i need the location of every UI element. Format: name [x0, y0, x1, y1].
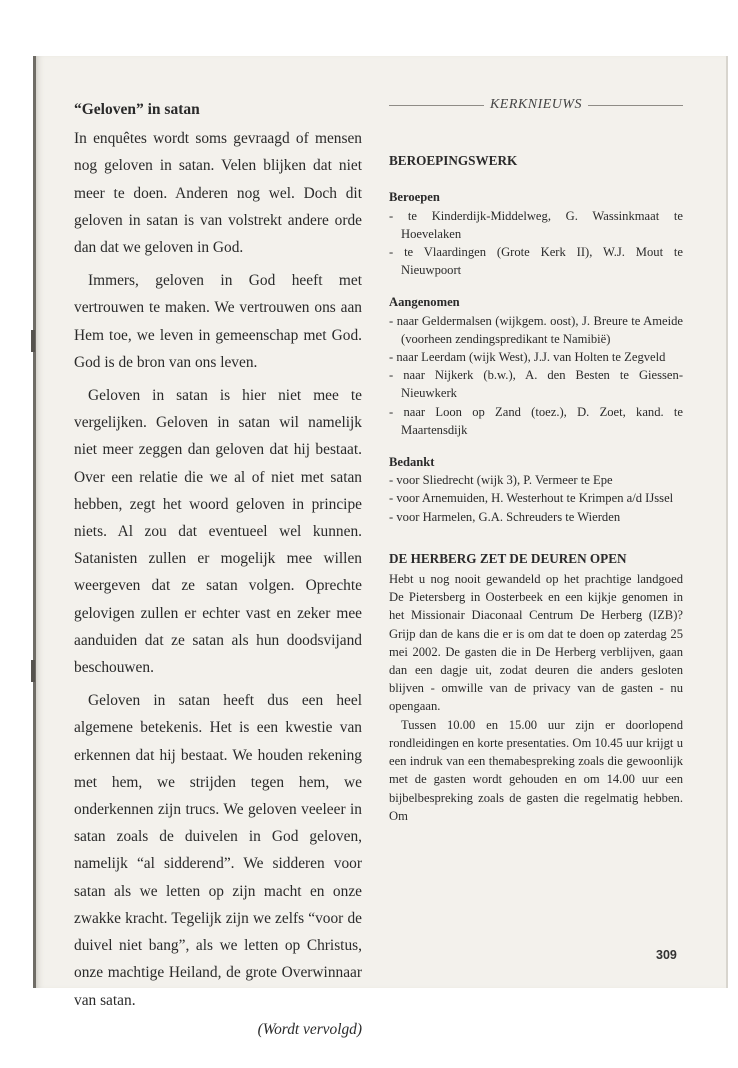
continued-note: (Wordt vervolgd) [257, 1020, 362, 1038]
news-column [389, 96, 683, 825]
group-heading: Bedankt [389, 455, 435, 470]
list-item: - te Vlaardingen (Grote Kerk II), W.J. Mout te Nieuwpoort [389, 243, 683, 279]
article-title: “Geloven” in satan [74, 101, 200, 118]
spine-mark [31, 660, 35, 682]
spine-mark [31, 330, 35, 352]
herberg-paragraph: Tussen 10.00 en 15.00 uur zijn er doorlopend rondleidingen en korte presentaties. Om 10.45 uur krijgt u een indruk van een themabespreking zoals die gewoonlijk met de gasten wordt gehouden en om 14.00 uur een bijbelbespreking zoals de gasten die regelmatig hebben. Om [389, 717, 683, 823]
herberg-paragraph: Hebt u nog nooit gewandeld op het prachtige landgoed De Pietersberg in Oosterbeek en een kijkje genomen in het Missionair Diaconaal Centrum De Herberg (IZB)? Grijp dan de kans die er is om dat te doen op zaterdag 25 mei 2002. De gasten die in De Herberg verblijven, gaan dan een dagje uit, zodat deuren die anders gesloten blijven - omwille van de privacy van de gasten - nu opengaan. [389, 572, 683, 714]
article-column [74, 96, 362, 1043]
article-paragraph: In enquêtes wordt soms gevraagd of mensen nog geloven in satan. Velen blijken dat niet meer te doen. Anderen nog wel. Doch dit geloven in satan is van volstrekt andere orde dan dat we geloven in God. [74, 130, 362, 257]
rubric-rule [389, 105, 484, 106]
aangenomen-group [389, 293, 683, 439]
rubric-title: KERKNIEUWS [489, 97, 583, 112]
section-heading: BEROEPINGSWERK [389, 153, 518, 169]
page-number: 309 [656, 948, 677, 962]
article-paragraph: Immers, geloven in God heeft met vertrouwen te maken. We vertrouwen ons aan Hem toe, we leven in gemeenschap met God. God is de bron van ons leven. [74, 272, 362, 371]
list-item: - naar Geldermalsen (wijkgem. oost), J. Breure te Ameide (voorheen zendingspredikant te Namibië) [389, 312, 683, 348]
list-item: - voor Arnemuiden, H. Westerhout te Krimpen a/d IJssel [389, 489, 683, 507]
list-item: - naar Leerdam (wijk West), J.J. van Holten te Zegveld [389, 348, 683, 366]
herberg-heading: DE HERBERG ZET DE DEUREN OPEN [389, 550, 627, 566]
page-spine [33, 56, 36, 988]
list-item: - voor Sliedrecht (wijk 3), P. Vermeer te Epe [389, 471, 683, 489]
article-paragraph: Geloven in satan is hier niet mee te vergelijken. Geloven in satan wil namelijk niet meer zeggen dan geloven dat hij bestaat. Over een relatie die we al of niet met satan hebben, zegt het woord geloven in principe niets. Al zou dat eventueel wel kunnen. Satanisten zullen er mogelijk mee willen weergeven dat ze satan volgen. Oprechte gelovigen zullen er echter vast en zeker mee aanduiden dat ze satan als hun doodsvijand beschouwen. [74, 387, 362, 677]
list-item: - naar Loon op Zand (toez.), D. Zoet, kand. te Maartensdijk [389, 403, 683, 439]
group-heading: Aangenomen [389, 295, 460, 310]
article-paragraph: Geloven in satan heeft dus een heel algemene betekenis. Het is een kwestie van erkennen dat hij bestaat. We houden rekening met hem, we strijden tegen hem, we onderkennen zijn trucs. We geloven veeleer in satan zoals de duivelen in God geloven, namelijk “al sidderend”. We sidderen voor satan als we letten op zijn macht en onze zwakke kracht. Tegelijk zijn we zelfs “voor de duivel niet bang”, als we letten op Christus, onze machtige Heiland, de grote Overwinnaar van satan. [74, 692, 362, 1009]
beroepen-group [389, 188, 683, 279]
list-item: - naar Nijkerk (b.w.), A. den Besten te Giessen-Nieuwkerk [389, 366, 683, 402]
rubric-header [389, 96, 683, 114]
list-item: - te Kinderdijk-Middelweg, G. Wassinkmaat te Hoevelaken [389, 207, 683, 243]
group-heading: Beroepen [389, 190, 440, 205]
bedankt-group [389, 453, 683, 526]
rubric-rule [588, 105, 683, 106]
list-item: - voor Harmelen, G.A. Schreuders te Wierden [389, 508, 683, 526]
